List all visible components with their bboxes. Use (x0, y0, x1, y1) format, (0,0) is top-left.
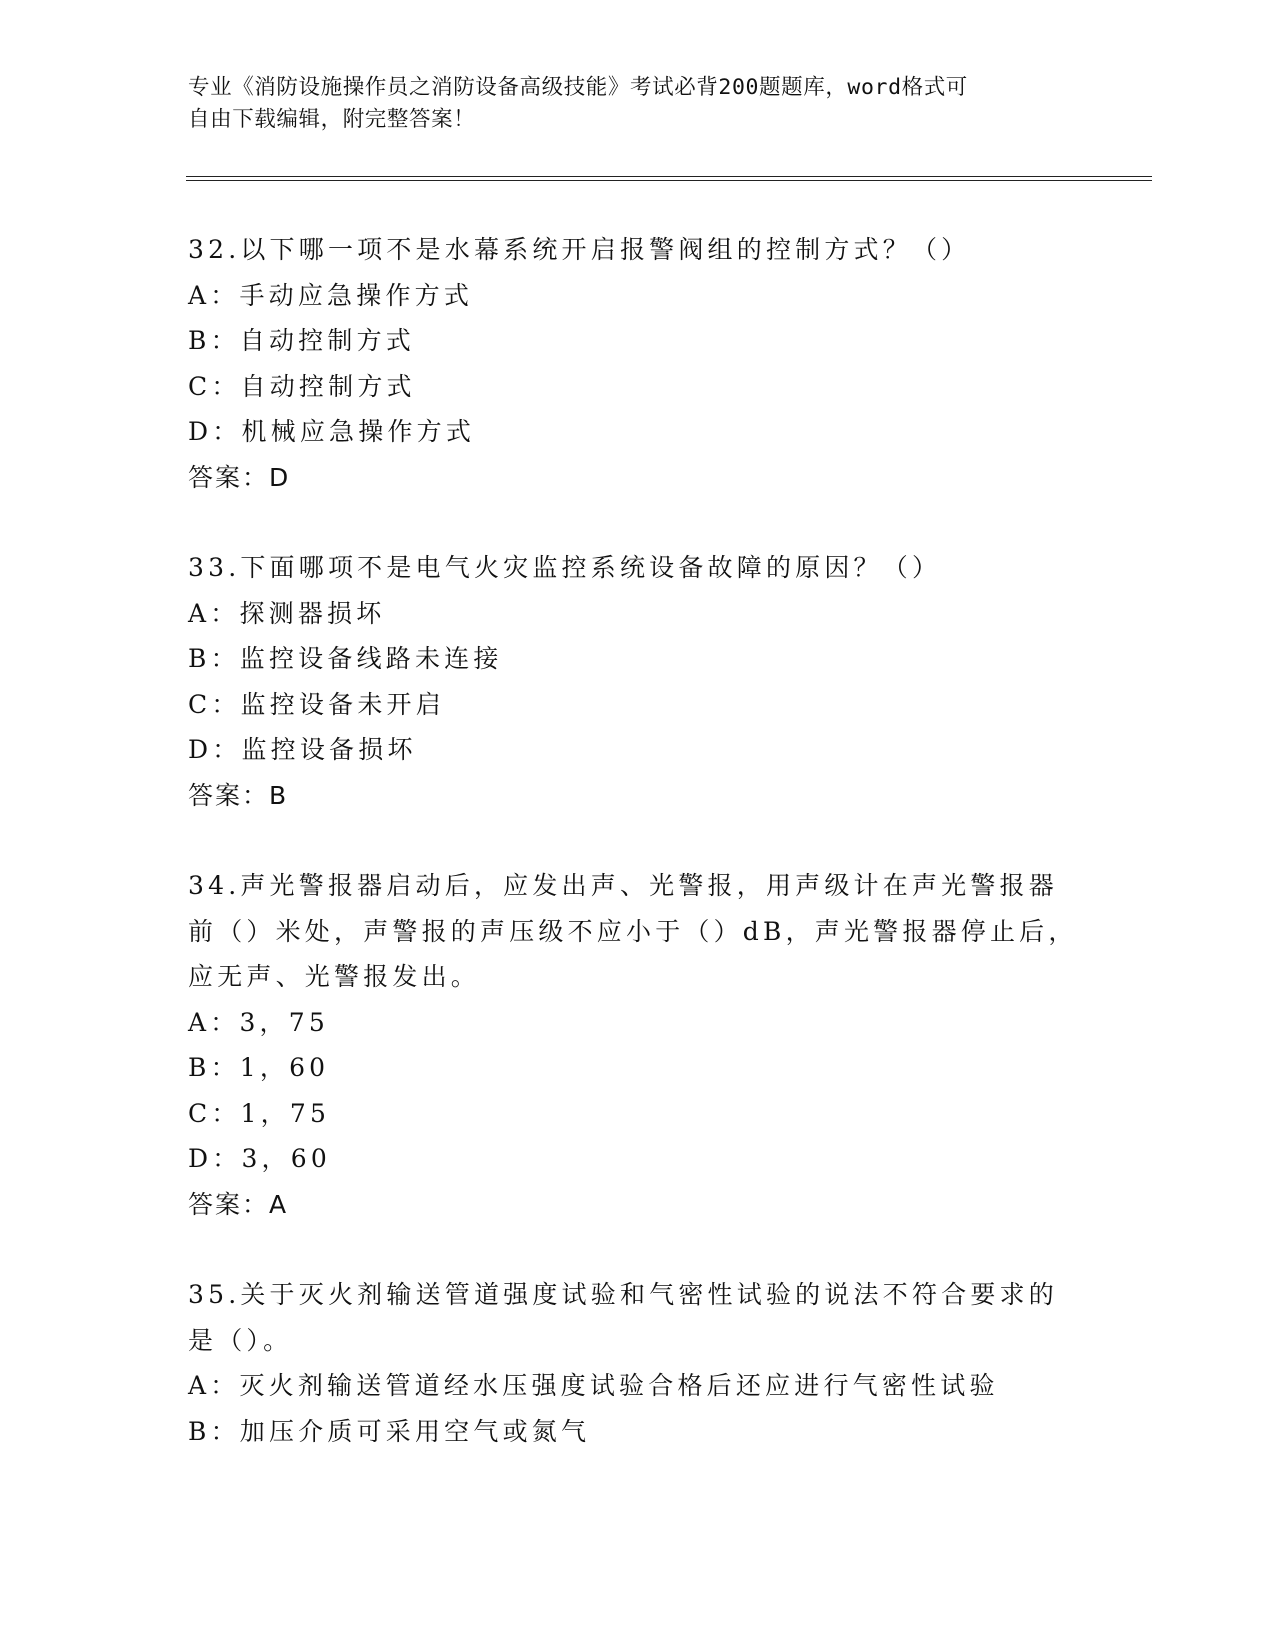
option-b: B：加压介质可采用空气或氮气 (188, 1416, 591, 1446)
option-d: D：3，60 (188, 1144, 331, 1173)
answer-line: 答案：A (188, 1189, 289, 1219)
option-a: A：3，75 (188, 1007, 329, 1037)
question-list (188, 227, 1088, 1499)
question-35 (188, 1272, 1088, 1454)
answer-line: 答案：D (188, 462, 291, 492)
option-c: C：监控设备未开启 (188, 689, 445, 719)
option-a: A：探测器损坏 (188, 598, 386, 628)
option-d: D：监控设备损坏 (188, 735, 417, 764)
option-d: D：机械应急操作方式 (188, 417, 476, 446)
option-b: B：1，60 (188, 1053, 330, 1082)
option-c: C：自动控制方式 (188, 371, 416, 401)
question-34 (188, 863, 1088, 1227)
option-c: C：1，75 (188, 1098, 331, 1128)
header-line-1: 专业《消防设施操作员之消防设备高级技能》考试必背200题题库，word格式可 (188, 75, 968, 100)
header-double-rule (186, 176, 1152, 181)
document-header (188, 72, 1068, 136)
question-stem: 34.声光警报器启动后，应发出声、光警报，用声级计在声光警报器前（）米处，声警报的声压级不应小于（）dB，声光警报器停止后，应无声、光警报发出。 (188, 871, 1078, 991)
option-a: A：手动应急操作方式 (188, 280, 474, 310)
question-stem: 33.下面哪项不是电气火灾监控系统设备故障的原因？（） (188, 553, 942, 582)
option-b: B：监控设备线路未连接 (188, 644, 503, 673)
question-32 (188, 227, 1088, 500)
option-b: B：自动控制方式 (188, 326, 415, 355)
header-line-2: 自由下载编辑，附完整答案！ (188, 107, 476, 132)
question-33 (188, 545, 1088, 818)
question-stem: 32.以下哪一项不是水幕系统开启报警阀组的控制方式？（） (188, 235, 971, 264)
question-stem: 35.关于灭火剂输送管道强度试验和气密性试验的说法不符合要求的是（）。 (188, 1280, 1058, 1355)
option-a: A：灭火剂输送管道经水压强度试验合格后还应进行气密性试验 (188, 1371, 999, 1400)
answer-line: 答案：B (188, 780, 289, 810)
